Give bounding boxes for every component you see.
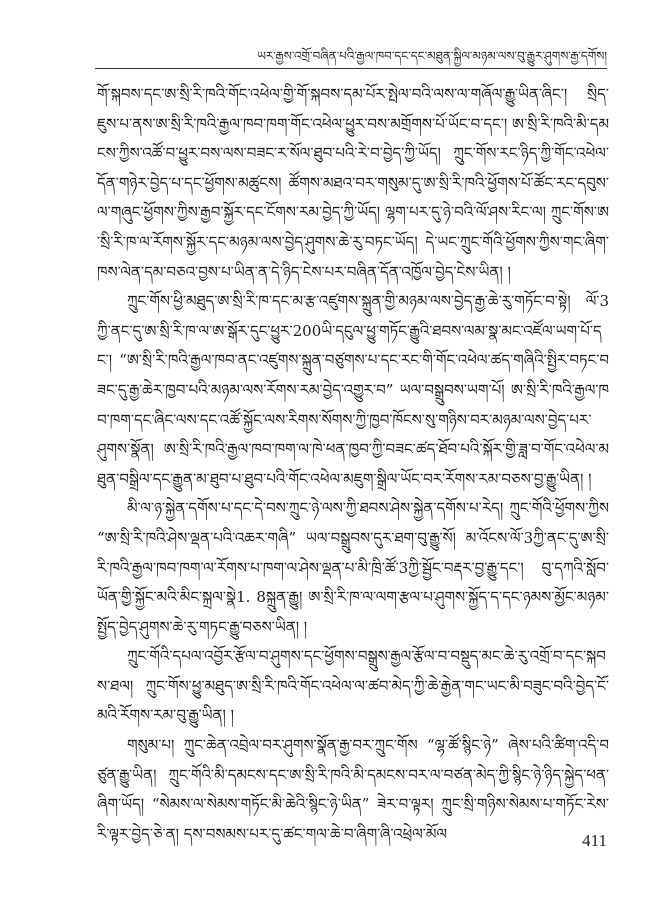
running-head: ཡར་རྒྱས་འགྲོ་བཞིན་པའི་རྒྱལ་ཁབ་དང་དང་མཐུན་སྐྱིལ་མཉམ་ལས་བུ་རྒྱུར་ཤུགས་རྒྱ་དགོས།	[257, 49, 607, 63]
paragraph-2: ཀྲུང་གོས་ཕྱི་མཐུད་ཨ་སྲི་རི་ཁ་དང་མ་རྩ་འཛུགས་སྐྲུན་གྱི་མཉམ་ལས་བྱེད་རྒྱ་ཆེ་རུ་གཏོང་བ་སྟེ། ལོ་3ཀྱི་ནང་དུ་ཨ་སྲི་རི་ཁ་ལ་ཨ་སྒོར་དུང་ཕྱུར་200ཡི་དངུལ་ཕྱུ་གཏོང་རྒྱུའི་ཐབས་ལམ་སྣ་མང་འཛོལ་ཡག་པོ་དང་། “ཨ་སྲི་རི་ཁའི་རྒྱལ་ཁབ་ནང་འཛུགས་སྐྲུན་བཙུགས་པ་དང་རང་གི་གོང་འཕེལ་ཚད་གཞིའི་སྤྱིར་བཏང་བཟང་དུ་རྒྱ་ཆེར་ཁྱབ་པའི་མཉམ་ལས་རོགས་རམ་བྱེད་འགྱུར་བ” ཡལ་བསྒྲུབས་ཡག་པོ། ཨ་སྲི་རི་ཁའི་རྒྱལ་ཁབ་ཁག་དང་ཞིང་ལས་དང་འཚོ་སྐྱོང་ལས་རིགས་སོགས་ཀྱི་ཁྱབ་ཁོངས་སུ་གཉིས་བར་མཉམ་ལས་བྱེད་པར་ཤུགས་སྣོན། ཨ་སྲི་རི་ཁའི་རྒྱལ་ཁབ་ཁག་ལ་ཁེ་ཕན་ཁྱབ་ཀྱི་བཟང་ཚད་ཐོབ་པའི་སྐོར་གྱི་ཟླ་བ་གོང་འཕེལ་མཐུན་བསྒྲིལ་དང་རྒྱུན་མ་ཐུབ་པ་ཐུབ་པའི་གོང་འཕེལ་མཇུག་སྒྲིལ་ཡོང་བར་རོགས་རམ་བཅས་བྱ་རྒྱུ་ཡིན། །	[97, 292, 609, 488]
paragraph-1: གོ་སྐབས་དང་ཨ་སྲི་རི་ཁའི་གོང་འཕེལ་གྱི་གོ་སྐབས་དམ་པོར་སྤེལ་བའི་ལས་ལ་གཞོལ་རྒྱུ་ཡིན་ཞིང་། སྲིད་ཇུས་པ་ནས་ཨ་སྲི་རི་ཁའི་རྒྱལ་ཁབ་ཁག་གོང་འཕེལ་ཕྱུར་བས་མགྲོགས་པོ་ཡོང་བ་དང་། ཨ་སྲི་རི་ཁའི་མི་དམངས་ཀྱིས་འཚོ་བ་ཕྱུར་བས་ལས་བཟང་ར་སོལ་ཐུབ་པའི་རེ་བ་བྱེད་ཀྱི་ཡོད། ཀྲུང་གོས་རང་ཉིད་ཀྱི་གོང་འཕེལ་དོན་གཉེར་བྱེད་པ་དང་ཕྱོགས་མཚུངས། ཚོགས་མཐའ་བར་གསུམ་དུ་ཨ་སྲི་རི་ཁའི་ཕྱོགས་པོ་ཚོང་རང་དབུས་ལ་གཞུང་ཕྱོགས་ཀྱིས་རྒྱབ་སྐྱོར་དང་ངོགས་རམ་བྱེད་ཀྱི་ཡོད། ལྷག་པར་དུ་ཉེ་བའི་ལོ་ཤས་རིང་ལ། ཀྲུང་གོས་ཨ་སྲི་རི་ཁ་ལ་རོགས་སྐྱོར་དང་མཉམ་ལས་བྱེད་ཤུགས་ཆེ་རུ་བཏང་ཡོད། དེ་ཡང་ཀྲུང་གོའི་ཕྱོགས་ཀྱིས་གང་ཞིག་ཁས་ལེན་དམ་བཅའ་བྱས་པ་ཡིན་ན་དེ་ཉིད་ངེས་པར་བཞིན་དོན་འཁྱོལ་བྱེད་ངེས་ཡིན། །	[97, 85, 609, 281]
paragraph-4: ཀྲུང་གོའི་དཔལ་འབྱོར་རྩོལ་བ་ཤུགས་དང་ཕྱོགས་བསྒྲུས་རྒྱལ་རྩོལ་བ་བསྡུད་མང་ཆེ་རུ་འགྲོ་བ་དང་སྐབས་ཐལ། ཀྲུང་གོས་ཕྱུ་མཐུད་ཨ་སྲི་རི་ཁའི་གོང་འཕེལ་ལ་ཚབ་མེད་ཀྱི་ཆེ་རྒྱེན་གང་ཡང་མི་བཟུང་བའི་བྱེད་ངོ་མའི་རོགས་རམ་བུ་རྒྱུ་ཡིན། །	[97, 647, 609, 725]
page-number: 411	[582, 831, 607, 850]
paragraph-3: མི་ལ་ཉ་སྐྱེན་དགོས་པ་དང་དེ་བས་ཀྲུང་ཉེ་ལས་ཀྱི་ཐབས་ཤེས་སྐྱེན་དགོས་པ་རེད། ཀྲུང་གོའི་ཕྱོགས་ཀྱིས “ཨ་སྲི་རི་ཁའི་ཤེས་ལྡན་པའི་འཆར་གཞི” ཡལ་བསྒྲུབས་དུར་ཐག་བུ་རྒྱུ་སོ། མ་འོངས་ལོ་3ཀྱི་ནང་དུ་ཨ་སྲི་རི་ཁའི་རྒྱལ་ཁབ་ཁག་ལ་རོགས་པ་ཁག་ལ་ཤེས་ལྡན་པ་མི་ཁྲི་ཚོ་3ཀྱི་སྦྱོང་བརྡར་བྱ་རྒྱུ་དང་། བུ་དཀའི་སློབ་ཡོན་གྱི་སྐྱོང་མའི་མིང་སྐྲལ་སྣེ1. 8སྐྲུན་རྒྱུ། ཨ་སྲི་རི་ཁ་ལ་ལག་རྩལ་པ་ཤུགས་སྐྱོད་ད་དང་ཉམས་མྱོང་མཉམ་སྤྱོད་བྱེད་ཤུགས་ཆེ་རུ་གཏང་རྒྱུ་བཅས་ཡིན། །	[97, 499, 609, 636]
paragraph-5: གསུམ་པ། ཀྲུང་ཆེན་འབྲེལ་བར་ཤུགས་སྣོན་རྒྱ་བར་ཀྲུང་གོས “ལྷ་ཚོ་སྙིང་ཉེ” ཞེས་པའི་ཚིག་འདི་བཙུན་རྒྱུ་ཡིན། ཀྲུང་གོའི་མི་དམངས་དང་ཨ་སྲི་རི་ཁའི་མི་དམངས་བར་ལ་བཙན་མེད་ཀྱི་སྙིང་ཉེ་ཉིད་སྐྱེད་ཕན་ཞིག་ཡོད། “སེམས་ལ་སེམས་གཏོང་མི་ཆེའི་སྙིང་ཉེ་ཡིན” ཟེར་བ་ལྟར། ཀྲུང་སྲི་གཉིས་སེམས་པ་གཏོང་རེས་རི་ལྟར་བྱེད་ཅེ་ན། དས་བསམས་པར་དུ་ཚང་གལ་ཆེ་བ་ཞིག་ཞི་འཕྲེལ་མོལ	[97, 736, 609, 843]
header-rule	[95, 68, 607, 69]
